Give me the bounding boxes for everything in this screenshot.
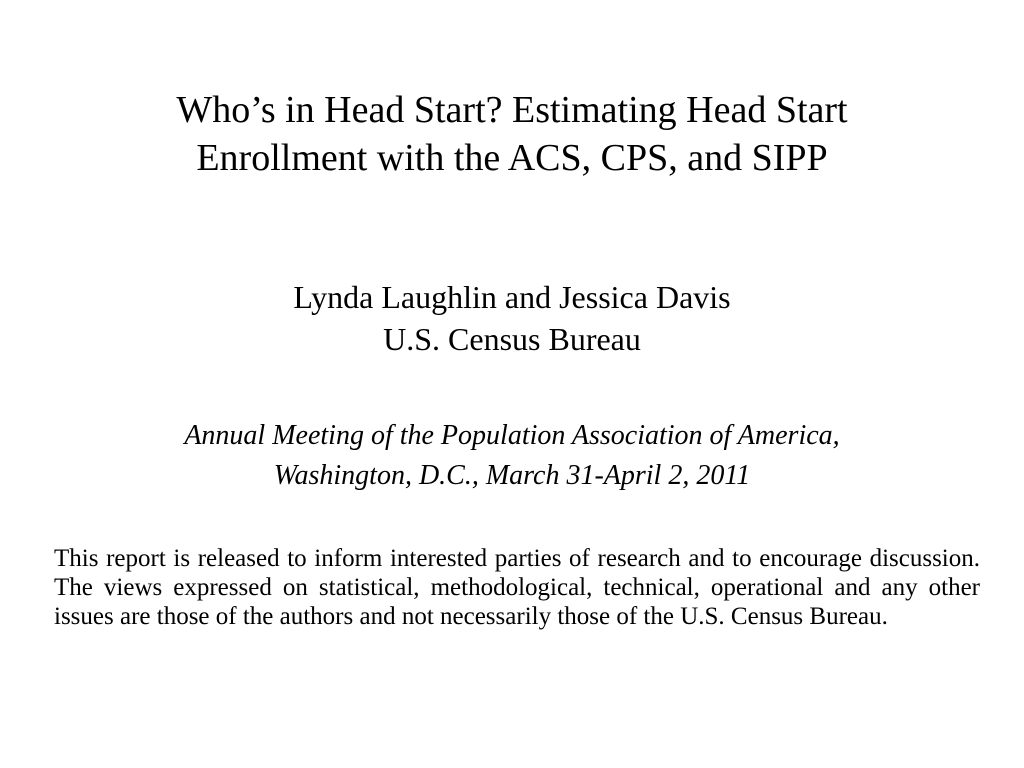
author-affiliation: U.S. Census Bureau [383, 321, 641, 357]
meeting-line-2: Washington, D.C., March 31-April 2, 2011 [273, 460, 751, 491]
title-line-2: Enrollment with the ACS, CPS, and SIPP [196, 137, 828, 179]
disclaimer-text: This report is released to inform interested parties of research and to encourage discussion. The views expressed on statistical, methodological, technical, operational and any other issues are those of the authors and not necessarily those of the U.S. Census Bureau. [54, 545, 980, 630]
title-line-1: Who’s in Head Start? Estimating Head Start [176, 89, 848, 131]
slide-title [60, 86, 964, 182]
meeting-info [60, 416, 964, 496]
author-names: Lynda Laughlin and Jessica Davis [293, 279, 731, 315]
meeting-line-1: Annual Meeting of the Population Association of America, [184, 420, 840, 451]
author-block [60, 276, 964, 360]
